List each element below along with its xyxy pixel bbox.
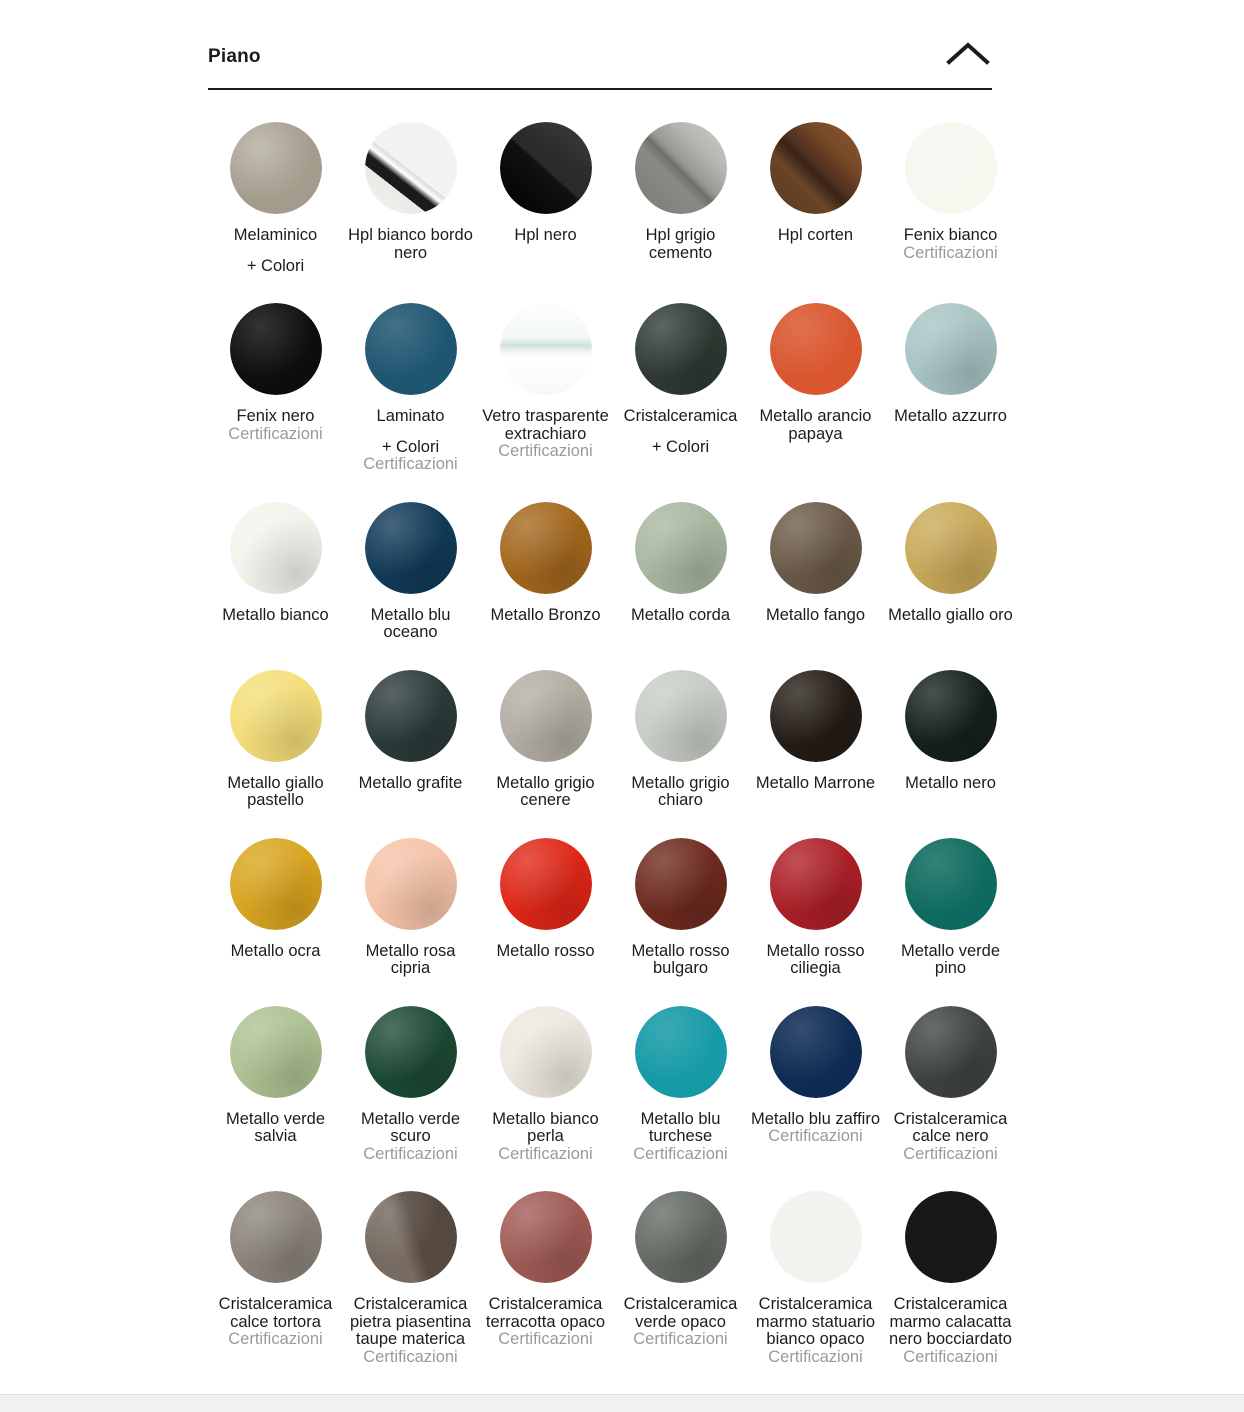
swatch-item[interactable]	[613, 660, 748, 828]
swatch-item[interactable]	[613, 1181, 748, 1384]
swatch-item[interactable]	[478, 828, 613, 996]
swatch-label: Metallo grafite	[358, 773, 463, 792]
swatch-color-circle[interactable]	[230, 122, 322, 214]
swatch-texture	[500, 838, 592, 930]
swatch-label: Metallo blu turchese	[640, 1109, 721, 1145]
swatch-item[interactable]	[478, 1181, 613, 1384]
swatch-certification-label: Certificazioni	[228, 424, 323, 443]
swatch-texture	[635, 303, 727, 395]
swatch-texture	[905, 122, 997, 214]
swatch-item[interactable]	[478, 660, 613, 828]
swatch-texture	[365, 838, 457, 930]
swatch-item[interactable]	[613, 112, 748, 293]
swatch-label: Metallo verde scuro	[360, 1109, 461, 1145]
swatch-texture	[500, 303, 592, 395]
swatch-color-circle[interactable]	[230, 1191, 322, 1283]
swatch-certification-label: Certificazioni	[768, 1127, 863, 1145]
panel-header	[208, 34, 992, 90]
swatch-texture	[365, 670, 457, 762]
swatch-label: Metallo nero	[905, 773, 996, 792]
swatch-certification-label: Certificazioni	[498, 442, 593, 460]
swatch-color-circle[interactable]	[500, 1191, 592, 1283]
swatch-texture	[905, 670, 997, 762]
swatch-texture	[905, 1191, 997, 1283]
swatch-texture	[770, 1191, 862, 1283]
swatch-label: Cristalceramica pietra piasentina taupe materica	[349, 1295, 472, 1348]
swatch-texture	[365, 303, 457, 395]
swatch-label: Metallo blu zaffiro	[750, 1109, 880, 1128]
swatch-item[interactable]	[208, 828, 343, 996]
swatch-label: Metallo rosso ciliegia	[766, 941, 865, 977]
swatch-item[interactable]	[748, 828, 883, 996]
swatch-texture	[905, 1006, 997, 1098]
swatch-color-circle[interactable]	[365, 1191, 457, 1283]
swatch-certification-label: Certificazioni	[363, 1144, 458, 1163]
swatch-color-circle[interactable]	[365, 303, 457, 395]
swatch-texture	[905, 303, 997, 395]
swatch-certification-label: Certificazioni	[633, 1330, 728, 1348]
swatch-texture	[635, 502, 727, 594]
swatch-color-circle[interactable]	[365, 1006, 457, 1098]
swatch-texture	[635, 1006, 727, 1098]
swatch-texture	[365, 502, 457, 594]
swatch-extra-colors-label: + Colori	[246, 256, 305, 275]
swatch-label: Metallo blu oceano	[370, 605, 451, 641]
swatch-color-circle[interactable]	[905, 122, 997, 214]
swatch-item[interactable]	[748, 996, 883, 1182]
swatch-color-circle[interactable]	[905, 838, 997, 930]
swatch-texture	[230, 303, 322, 395]
swatch-certification-label: Certificazioni	[903, 243, 998, 262]
swatch-texture	[770, 1006, 862, 1098]
swatch-texture	[230, 1006, 322, 1098]
swatch-texture	[635, 670, 727, 762]
swatch-color-circle[interactable]	[770, 838, 862, 930]
swatch-certification-label: Certificazioni	[498, 1330, 593, 1348]
swatch-color-circle[interactable]	[635, 1191, 727, 1283]
swatch-label: Cristalceramica terracotta opaco	[485, 1295, 606, 1331]
swatch-certification-label: Certificazioni	[903, 1347, 998, 1366]
swatch-item[interactable]	[883, 293, 1018, 492]
swatch-item[interactable]	[343, 996, 478, 1182]
swatch-label: Cristalceramica marmo statuario bianco opaco	[755, 1295, 876, 1348]
swatch-label: Metallo rosso	[496, 941, 595, 960]
swatch-label: Metallo Marrone	[755, 773, 876, 792]
swatch-label: Metallo rosa cipria	[365, 941, 456, 977]
swatch-item[interactable]	[343, 660, 478, 828]
swatch-texture	[365, 1191, 457, 1283]
swatch-item[interactable]	[343, 1181, 478, 1384]
swatch-label: Melaminico	[233, 226, 318, 244]
swatch-item[interactable]	[343, 112, 478, 293]
swatch-color-circle[interactable]	[635, 838, 727, 930]
swatch-item[interactable]	[748, 492, 883, 660]
swatch-color-circle[interactable]	[500, 1006, 592, 1098]
swatch-item[interactable]	[748, 1181, 883, 1384]
swatch-label: Metallo verde salvia	[225, 1109, 326, 1145]
swatch-item[interactable]	[478, 996, 613, 1182]
swatch-label: Metallo arancio papaya	[759, 407, 872, 443]
swatch-certification-label: Certificazioni	[228, 1330, 323, 1348]
swatch-label: Cristalceramica calce tortora	[218, 1295, 333, 1331]
swatch-color-circle[interactable]	[230, 502, 322, 594]
swatch-extra-colors-label: + Colori	[651, 437, 710, 456]
swatch-color-circle[interactable]	[905, 1006, 997, 1098]
swatch-texture	[230, 502, 322, 594]
swatch-color-circle[interactable]	[635, 502, 727, 594]
swatch-color-circle[interactable]	[500, 670, 592, 762]
swatch-color-circle[interactable]	[500, 502, 592, 594]
swatch-item[interactable]	[613, 996, 748, 1182]
swatch-label: Hpl corten	[777, 226, 854, 244]
swatch-item[interactable]	[883, 996, 1018, 1182]
swatch-label: Metallo grigio chiaro	[631, 773, 730, 809]
swatch-label: Cristalceramica calce nero	[893, 1109, 1008, 1145]
swatch-item[interactable]	[748, 112, 883, 293]
swatch-color-circle[interactable]	[905, 1191, 997, 1283]
swatch-texture	[635, 838, 727, 930]
swatch-certification-label: Certificazioni	[768, 1347, 863, 1366]
swatch-certification-label: Certificazioni	[633, 1144, 728, 1163]
swatch-item[interactable]	[883, 828, 1018, 996]
swatch-item[interactable]	[208, 996, 343, 1182]
swatch-label: Hpl bianco bordo nero	[348, 226, 473, 262]
swatch-color-circle[interactable]	[635, 122, 727, 214]
swatch-certification-label: Certificazioni	[903, 1144, 998, 1163]
swatch-item[interactable]	[748, 293, 883, 492]
swatch-texture	[500, 670, 592, 762]
swatch-label: Metallo giallo pastello	[227, 773, 324, 809]
swatch-color-circle[interactable]	[770, 303, 862, 395]
swatch-item[interactable]	[208, 293, 343, 492]
swatch-texture	[365, 122, 457, 214]
swatch-item[interactable]	[883, 660, 1018, 828]
swatch-color-circle[interactable]	[230, 303, 322, 395]
swatch-item[interactable]	[478, 293, 613, 492]
swatch-certification-label: Certificazioni	[363, 1347, 458, 1366]
piano-panel	[208, 34, 1013, 1384]
swatch-label: Metallo grigio cenere	[496, 773, 595, 809]
swatch-texture	[635, 1191, 727, 1283]
swatch-item[interactable]	[478, 112, 613, 293]
swatch-label: Laminato	[376, 407, 445, 425]
swatch-color-circle[interactable]	[770, 1006, 862, 1098]
swatch-texture	[500, 1191, 592, 1283]
swatch-label: Fenix bianco	[903, 226, 998, 244]
swatch-texture	[770, 502, 862, 594]
swatch-texture	[905, 502, 997, 594]
swatch-texture	[770, 838, 862, 930]
swatch-texture	[905, 838, 997, 930]
swatch-item[interactable]	[478, 492, 613, 660]
swatch-texture	[500, 502, 592, 594]
swatch-color-circle[interactable]	[770, 670, 862, 762]
swatch-texture	[770, 303, 862, 395]
swatch-label: Hpl grigio cemento	[645, 226, 716, 262]
swatch-color-circle[interactable]	[905, 670, 997, 762]
swatch-texture	[770, 122, 862, 214]
swatch-label: Metallo fango	[765, 605, 866, 624]
swatch-certification-label: Certificazioni	[498, 1144, 593, 1163]
swatch-label: Metallo rosso bulgaro	[631, 941, 730, 977]
swatch-item[interactable]	[613, 828, 748, 996]
swatch-color-circle[interactable]	[230, 838, 322, 930]
swatch-item[interactable]	[208, 660, 343, 828]
swatch-color-circle[interactable]	[500, 838, 592, 930]
swatch-label: Hpl nero	[514, 226, 577, 244]
swatch-texture	[770, 670, 862, 762]
swatch-label: Metallo bianco perla	[492, 1109, 599, 1145]
swatch-color-circle[interactable]	[500, 303, 592, 395]
swatch-texture	[230, 838, 322, 930]
swatch-texture	[230, 122, 322, 214]
swatch-color-circle[interactable]	[365, 670, 457, 762]
swatch-item[interactable]	[613, 492, 748, 660]
swatch-item[interactable]	[883, 1181, 1018, 1384]
swatch-item[interactable]	[208, 1181, 343, 1384]
swatch-texture	[500, 122, 592, 214]
swatch-label: Metallo verde pino	[900, 941, 1001, 977]
swatch-item[interactable]	[208, 112, 343, 293]
swatch-item[interactable]	[343, 293, 478, 492]
swatch-texture	[500, 1006, 592, 1098]
swatch-color-circle[interactable]	[905, 303, 997, 395]
swatch-color-circle[interactable]	[770, 502, 862, 594]
swatch-color-circle[interactable]	[500, 122, 592, 214]
swatch-color-circle[interactable]	[635, 303, 727, 395]
swatch-label: Cristalceramica marmo calacatta nero bocciardato	[889, 1295, 1012, 1348]
swatch-label: Metallo bianco	[222, 605, 329, 624]
swatch-color-circle[interactable]	[230, 1006, 322, 1098]
swatch-texture	[230, 1191, 322, 1283]
swatch-color-circle[interactable]	[365, 502, 457, 594]
swatch-item[interactable]	[883, 492, 1018, 660]
swatch-color-circle[interactable]	[365, 122, 457, 214]
swatch-label: Metallo azzurro	[894, 407, 1007, 425]
swatch-label: Cristalceramica	[623, 407, 738, 425]
swatch-texture	[365, 1006, 457, 1098]
swatch-item[interactable]	[343, 492, 478, 660]
swatch-color-circle[interactable]	[635, 670, 727, 762]
swatch-color-circle[interactable]	[770, 122, 862, 214]
swatch-color-circle[interactable]	[230, 670, 322, 762]
page-title: Piano	[208, 46, 261, 67]
swatch-label: Cristalceramica verde opaco	[623, 1295, 738, 1331]
bottom-strip	[0, 1394, 1244, 1412]
swatch-item[interactable]	[613, 293, 748, 492]
swatch-extra-colors-label: + Colori	[381, 437, 440, 456]
swatch-grid	[208, 90, 1013, 1384]
swatch-texture	[230, 670, 322, 762]
swatch-color-circle[interactable]	[635, 1006, 727, 1098]
swatch-label: Metallo giallo oro	[888, 605, 1013, 624]
swatch-label: Metallo ocra	[230, 941, 321, 960]
swatch-texture	[635, 122, 727, 214]
swatch-color-circle[interactable]	[365, 838, 457, 930]
swatch-label: Vetro trasparente extrachiaro	[482, 407, 609, 443]
swatch-item[interactable]	[208, 492, 343, 660]
swatch-certification-label: Certificazioni	[363, 455, 458, 473]
swatch-item[interactable]	[343, 828, 478, 996]
swatch-label: Fenix nero	[236, 407, 315, 425]
chevron-up-glyph	[946, 40, 990, 66]
chevron-up-icon[interactable]	[946, 40, 992, 68]
swatch-item[interactable]	[748, 660, 883, 828]
swatch-label: Metallo Bronzo	[490, 605, 601, 624]
swatch-color-circle[interactable]	[905, 502, 997, 594]
swatch-item[interactable]	[883, 112, 1018, 293]
swatch-label: Metallo corda	[630, 605, 731, 624]
swatch-color-circle[interactable]	[770, 1191, 862, 1283]
